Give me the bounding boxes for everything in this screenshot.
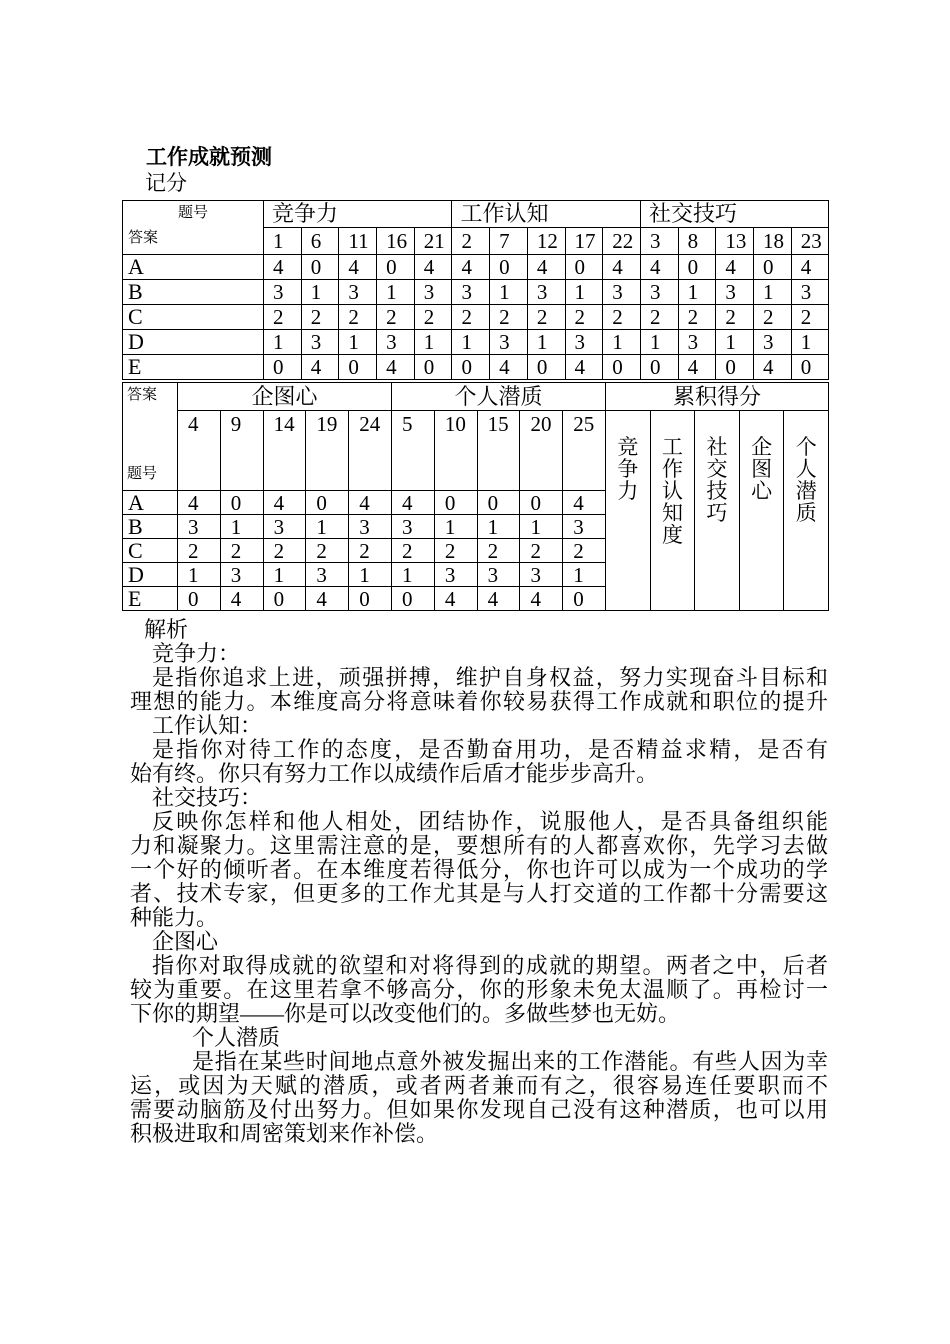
score-cell: 4 [477,587,520,611]
question-number-cell: 20 [520,411,563,491]
question-number-cell: 15 [477,411,520,491]
score-cell: 4 [754,355,792,380]
score-cell: 2 [306,539,349,563]
score-cell: 3 [178,515,221,539]
answer-letter-cell: B [123,515,178,539]
answer-letter-cell: C [123,539,178,563]
score-cell: 0 [678,255,716,280]
analysis-line: 较为重要。在这里若拿不够高分，你的形象未免太温顺了。再检讨一 [130,977,828,1003]
score-table-1 [122,200,829,380]
score-cell: 1 [791,330,829,355]
analysis-line: 个人潜质 [192,1025,281,1051]
question-number-cell: 1 [264,228,302,255]
score-cell: 2 [791,305,829,330]
question-number-cell: 16 [377,228,415,255]
score-cell: 3 [264,280,302,305]
corner-label-bottom: 题号 [127,466,158,482]
score-table-2 [122,382,829,611]
score-cell: 2 [563,539,606,563]
score-cell: 3 [434,563,477,587]
answer-letter-cell: C [123,305,264,330]
analysis-line: 者、技术专家，但更多的工作尤其是与人打交道的工作都十分需要这 [130,881,828,907]
score-cell: 3 [678,330,716,355]
score-cell: 2 [490,305,528,330]
analysis-section [130,618,828,1146]
score-cell: 0 [434,491,477,515]
score-cell: 3 [452,280,490,305]
table-corner-cell [123,383,178,491]
score-cell: 4 [565,355,603,380]
score-cell: 4 [301,355,339,380]
score-cell: 0 [520,491,563,515]
score-cell: 4 [452,255,490,280]
score-cell: 4 [640,255,678,280]
score-cell: 2 [414,305,452,330]
score-cell: 0 [791,355,829,380]
score-cell: 2 [520,539,563,563]
score-cell: 0 [490,255,528,280]
score-cell: 1 [349,563,392,587]
question-number-cell: 22 [603,228,641,255]
analysis-line: 是指你追求上进，顽强拼搏，维护自身权益，努力实现奋斗目标和 [152,665,828,691]
score-cell: 0 [563,587,606,611]
question-number-cell: 6 [301,228,339,255]
score-cell: 0 [377,255,415,280]
analysis-line: 力和凝聚力。这里需注意的是，要想所有的人都喜欢你，先学习去做 [130,833,828,859]
score-cell: 4 [791,255,829,280]
score-cell: 3 [306,563,349,587]
score-cell: 3 [301,330,339,355]
score-cell: 0 [640,355,678,380]
score-cell: 4 [263,491,306,515]
score-cell: 0 [716,355,754,380]
answer-letter-cell: E [123,355,264,380]
score-cell: 1 [477,515,520,539]
score-cell: 0 [414,355,452,380]
analysis-line: 企图心 [152,929,219,955]
score-cell: 4 [603,255,641,280]
question-number-cell: 18 [754,228,792,255]
question-number-cell: 4 [178,411,221,491]
score-cell: 1 [414,330,452,355]
score-cell: 2 [527,305,565,330]
score-cell: 1 [263,563,306,587]
analysis-line: 一个好的倾听者。在本维度若得低分，你也许可以成为一个成功的学 [130,857,828,883]
analysis-line: 竞争力： [152,641,241,667]
analysis-line: 理想的能力。本维度高分将意味着你较易获得工作成就和职位的提升 [130,689,828,715]
score-cell: 2 [349,539,392,563]
question-number-cell: 14 [263,411,306,491]
score-cell: 4 [563,491,606,515]
score-cell: 4 [414,255,452,280]
question-number-cell: 23 [791,228,829,255]
analysis-body [130,642,828,1146]
question-number-cell: 25 [563,411,606,491]
accumulated-score-column [739,411,784,611]
analysis-line: 始有终。你只有努力工作以成绩作后盾才能步步高升。 [130,761,659,787]
score-cell: 1 [678,280,716,305]
score-cell: 1 [563,563,606,587]
analysis-line: 需要动脑筋及付出努力。但如果你发现自己没有这种潜质，也可以用 [130,1097,828,1123]
analysis-line: 工作认知： [152,713,263,739]
score-cell: 1 [527,330,565,355]
score-cell: 4 [264,255,302,280]
score-cell: 3 [477,563,520,587]
score-cell: 4 [520,587,563,611]
score-cell: 3 [640,280,678,305]
score-cell: 4 [339,255,377,280]
score-cell: 3 [392,515,435,539]
accumulated-score-column [606,411,651,611]
score-section-label: 记分 [145,171,187,195]
score-cell: 0 [339,355,377,380]
score-cell: 2 [301,305,339,330]
score-cell: 4 [392,491,435,515]
column-group-header: 个人潜质 [392,383,606,411]
score-cell: 3 [716,280,754,305]
score-cell: 3 [349,515,392,539]
analysis-line: 下你的期望——你是可以改变他们的。多做些梦也无妨。 [130,1001,681,1027]
score-cell: 2 [434,539,477,563]
score-cell: 0 [565,255,603,280]
page-title: 工作成就预测 [146,145,272,169]
score-cell: 2 [264,305,302,330]
score-cell: 4 [220,587,263,611]
score-cell: 1 [339,330,377,355]
analysis-line: 积极进取和周密策划来作补偿。 [130,1121,439,1147]
answer-letter-cell: D [123,330,264,355]
answer-letter-cell: A [123,255,264,280]
answer-letter-cell: A [123,491,178,515]
corner-label-top: 答案 [127,387,158,403]
score-cell: 2 [754,305,792,330]
answer-row [123,280,829,305]
analysis-line: 指你对取得成就的欲望和对将得到的成就的期望。两者之中，后者 [152,953,828,979]
vertical-category-label: 工作认知度 [661,435,683,547]
answer-row [123,255,829,280]
question-number-cell: 11 [339,228,377,255]
score-cell: 1 [716,330,754,355]
score-cell: 3 [490,330,528,355]
score-cell: 1 [301,280,339,305]
score-cell: 2 [565,305,603,330]
score-cell: 4 [527,255,565,280]
score-cell: 3 [563,515,606,539]
column-group-header: 社交技巧 [640,201,829,228]
score-cell: 3 [603,280,641,305]
table-corner-cell [123,201,264,255]
score-cell: 1 [603,330,641,355]
analysis-line: 社交技巧： [152,785,263,811]
score-cell: 3 [565,330,603,355]
score-cell: 1 [490,280,528,305]
score-cell: 3 [414,280,452,305]
score-cell: 0 [392,587,435,611]
score-cell: 0 [178,587,221,611]
answer-row [123,305,829,330]
corner-label-top: 题号 [177,205,208,221]
corner-label-bottom: 答案 [128,230,159,246]
answer-letter-cell: D [123,563,178,587]
vertical-category-label: 个人潜质 [795,435,817,525]
score-cell: 3 [527,280,565,305]
score-cell: 2 [392,539,435,563]
score-cell: 2 [339,305,377,330]
question-number-cell: 17 [565,228,603,255]
score-cell: 2 [640,305,678,330]
score-cell: 2 [716,305,754,330]
answer-row [123,355,829,380]
score-cell: 4 [377,355,415,380]
score-cell: 0 [263,587,306,611]
question-number-cell: 19 [306,411,349,491]
question-number-cell: 24 [349,411,392,491]
score-cell: 2 [178,539,221,563]
analysis-line: 是指你对待工作的态度，是否勤奋用功，是否精益求精，是否有 [152,737,828,763]
score-cell: 4 [306,587,349,611]
score-cell: 4 [490,355,528,380]
score-cell: 1 [178,563,221,587]
score-cell: 0 [301,255,339,280]
score-cell: 1 [754,280,792,305]
question-number-cell: 12 [527,228,565,255]
score-cell: 2 [477,539,520,563]
analysis-heading: 解析 [144,617,189,643]
accumulated-score-column [695,411,740,611]
analysis-line: 反映你怎样和他人相处，团结协作，说服他人，是否具备组织能 [152,809,828,835]
vertical-category-label: 竞争力 [617,435,639,503]
score-cell: 1 [264,330,302,355]
score-cell: 1 [434,515,477,539]
score-cell: 1 [452,330,490,355]
score-cell: 3 [220,563,263,587]
vertical-category-label: 社交技巧 [706,435,728,525]
score-cell: 1 [520,515,563,539]
analysis-line: 种能力。 [130,905,219,931]
score-cell: 3 [754,330,792,355]
question-number-cell: 10 [434,411,477,491]
score-cell: 0 [452,355,490,380]
score-cell: 0 [527,355,565,380]
score-cell: 1 [306,515,349,539]
question-number-cell: 3 [640,228,678,255]
score-cell: 2 [452,305,490,330]
analysis-line: 运，或因为天赋的潜质，或者两者兼而有之，很容易连任要职而不 [130,1073,828,1099]
score-cell: 1 [377,280,415,305]
vertical-category-label: 企图心 [751,435,773,503]
score-cell: 0 [603,355,641,380]
score-cell: 2 [220,539,263,563]
score-cell: 3 [377,330,415,355]
column-group-header: 竞争力 [264,201,452,228]
score-cell: 0 [306,491,349,515]
question-number-cell: 9 [220,411,263,491]
score-cell: 3 [263,515,306,539]
question-number-cell: 8 [678,228,716,255]
score-cell: 0 [220,491,263,515]
score-cell: 1 [565,280,603,305]
score-cell: 2 [263,539,306,563]
score-cell: 1 [220,515,263,539]
score-cell: 2 [377,305,415,330]
question-number-cell: 13 [716,228,754,255]
score-cell: 0 [754,255,792,280]
score-cell: 2 [603,305,641,330]
accumulated-score-column [650,411,695,611]
question-number-cell: 7 [490,228,528,255]
score-cell: 1 [640,330,678,355]
score-cell: 0 [349,587,392,611]
score-cell: 3 [791,280,829,305]
score-cell: 4 [349,491,392,515]
score-cell: 4 [178,491,221,515]
question-number-cell: 21 [414,228,452,255]
accumulated-score-column [784,411,829,611]
column-group-header: 企图心 [178,383,392,411]
question-number-cell: 5 [392,411,435,491]
score-cell: 0 [264,355,302,380]
column-group-header: 累积得分 [606,383,829,411]
score-cell: 0 [477,491,520,515]
score-cell: 3 [339,280,377,305]
analysis-line: 是指在某些时间地点意外被发掘出来的工作潜能。有些人因为幸 [192,1049,828,1075]
score-cell: 4 [678,355,716,380]
answer-row [123,330,829,355]
question-number-cell: 2 [452,228,490,255]
score-cell: 2 [678,305,716,330]
score-cell: 4 [434,587,477,611]
score-cell: 3 [520,563,563,587]
score-cell: 1 [392,563,435,587]
score-cell: 4 [716,255,754,280]
column-group-header: 工作认知 [452,201,641,228]
answer-letter-cell: E [123,587,178,611]
answer-letter-cell: B [123,280,264,305]
